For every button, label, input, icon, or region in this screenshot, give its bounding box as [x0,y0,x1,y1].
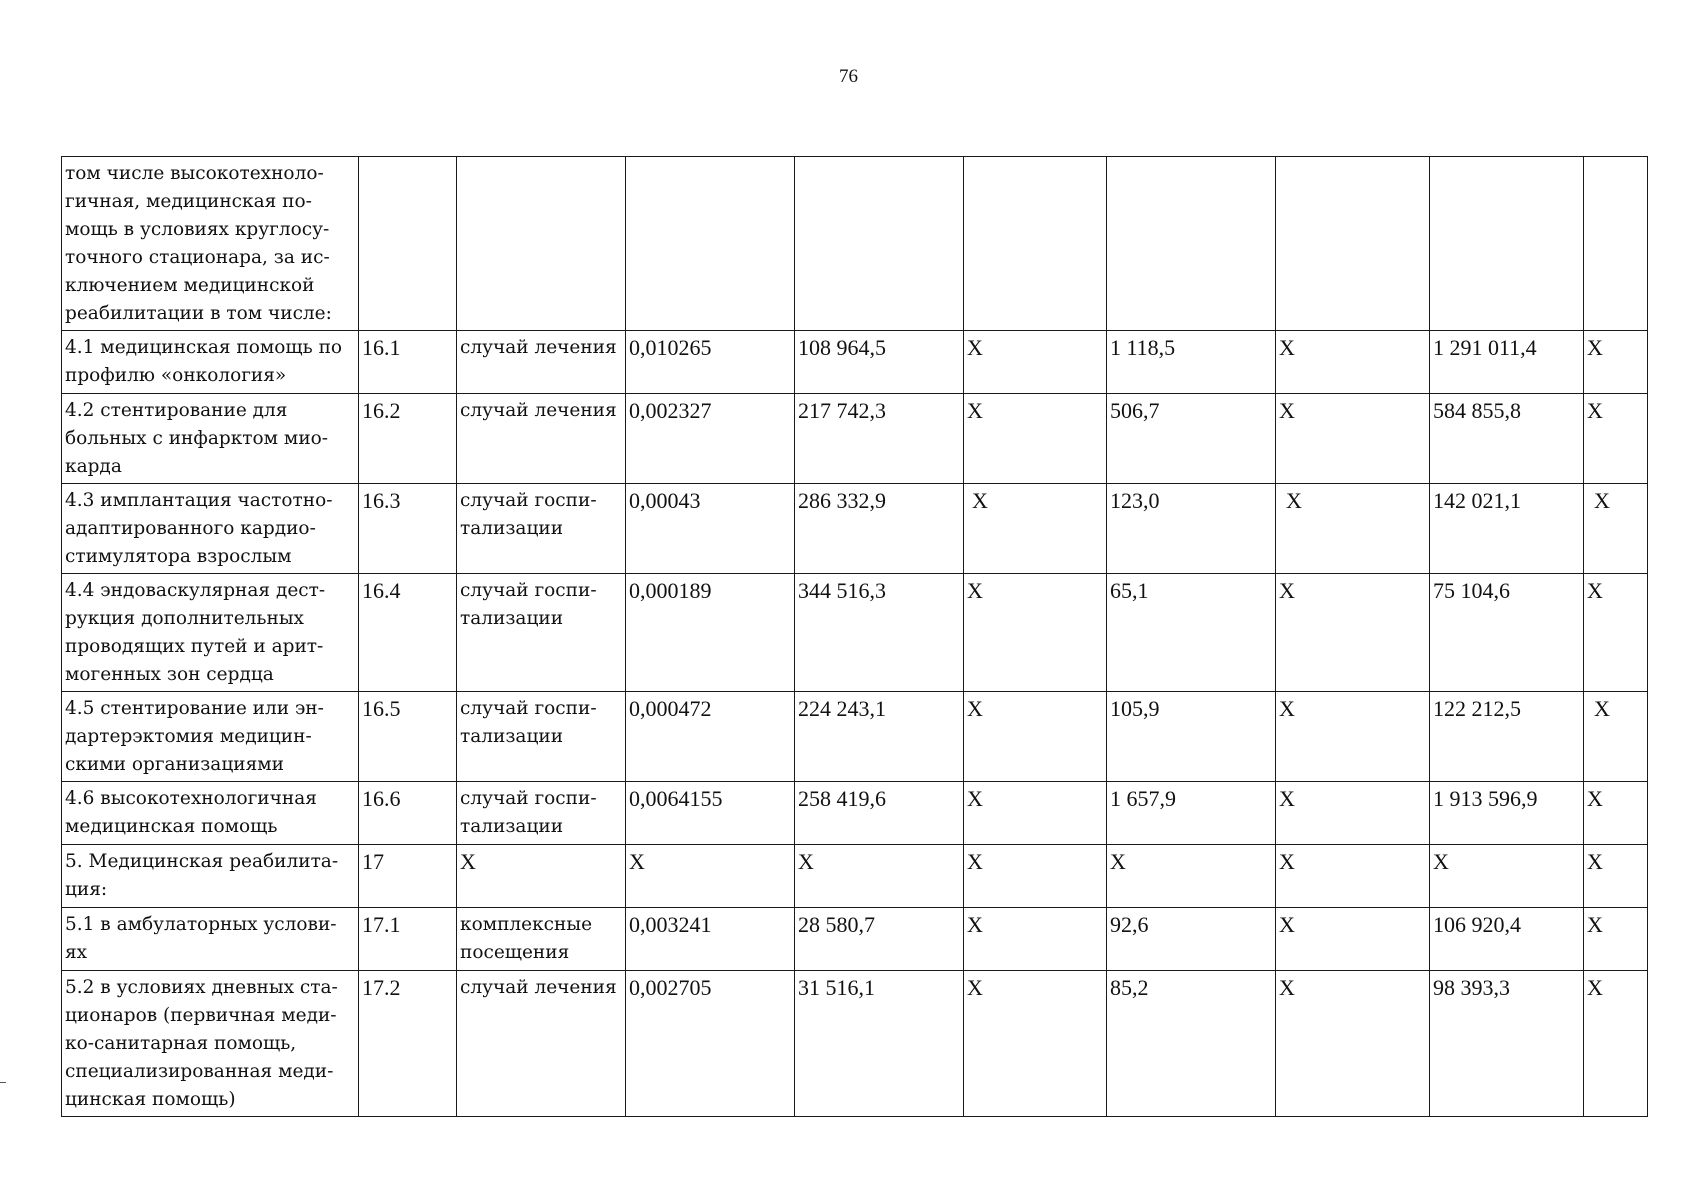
value-cell: X [1584,782,1648,845]
unit-cell: случай лечения [457,394,626,484]
row-code-cell: 16.4 [359,574,457,692]
row-code-cell: 17.1 [359,908,457,971]
value-cell: X [1276,574,1430,692]
value-cell: 506,7 [1107,394,1276,484]
cost-cell: 258 419,6 [795,782,964,845]
value-cell: X [1584,971,1648,1117]
row-code-cell: 16.5 [359,692,457,782]
table-row [62,484,1648,574]
row-name-cell: 4.5 стентирование или эн-дартерэктомия медицин-скими организациями [62,692,359,782]
unit-cell: случай госпи-тализации [457,692,626,782]
norm-cell: 0,003241 [626,908,795,971]
table-row [62,394,1648,484]
value-cell: 85,2 [1107,971,1276,1117]
row-name-cell: 4.1 медицинская помощь по профилю «онкология» [62,331,359,394]
value-cell [1584,157,1648,331]
unit-cell: случай госпи-тализации [457,782,626,845]
row-code-cell [359,157,457,331]
value-cell [1276,157,1430,331]
page-number: 76 [839,66,858,87]
row-code-cell: 17.2 [359,971,457,1117]
value-cell: X [1584,394,1648,484]
table-row [62,971,1648,1117]
value-cell: X [1276,782,1430,845]
value-cell: 106 920,4 [1430,908,1584,971]
value-cell: X [1584,692,1648,782]
value-cell: 1 118,5 [1107,331,1276,394]
value-cell: 142 021,1 [1430,484,1584,574]
norm-cell: X [626,845,795,908]
value-cell: X [1276,484,1430,574]
unit-cell: комплексные посещения [457,908,626,971]
row-name-cell: 5.2 в условиях дневных ста-ционаров (первичная меди-ко-санитарная помощь, специализированная меди-цинская помощь) [62,971,359,1117]
row-code-cell: 16.2 [359,394,457,484]
norm-cell [626,157,795,331]
value-cell: X [1584,484,1648,574]
norm-cell: 0,000472 [626,692,795,782]
value-cell: X [964,484,1107,574]
value-cell: 584 855,8 [1430,394,1584,484]
value-cell: X [1276,692,1430,782]
value-cell: X [1584,331,1648,394]
cost-cell [795,157,964,331]
cost-cell: 224 243,1 [795,692,964,782]
row-name-cell: 4.6 высокотехнологичная медицинская помощь [62,782,359,845]
row-name-cell: 4.2 стентирование для больных с инфарктом мио-карда [62,394,359,484]
value-cell: X [1430,845,1584,908]
value-cell: X [964,692,1107,782]
value-cell: X [964,331,1107,394]
norm-cell: 0,002327 [626,394,795,484]
norm-cell: 0,000189 [626,574,795,692]
value-cell: X [1107,845,1276,908]
row-code-cell: 16.3 [359,484,457,574]
unit-cell: X [457,845,626,908]
norm-cell: 0,00043 [626,484,795,574]
value-cell: X [964,908,1107,971]
value-cell: X [964,782,1107,845]
table-row [62,574,1648,692]
table-row [62,908,1648,971]
value-cell: 92,6 [1107,908,1276,971]
value-cell: 75 104,6 [1430,574,1584,692]
unit-cell: случай госпи-тализации [457,574,626,692]
value-cell: X [1276,971,1430,1117]
value-cell: 1 657,9 [1107,782,1276,845]
value-cell: X [1584,845,1648,908]
cost-cell: 108 964,5 [795,331,964,394]
norm-cell: 0,010265 [626,331,795,394]
value-cell: 122 212,5 [1430,692,1584,782]
table-row [62,157,1648,331]
value-cell [1430,157,1584,331]
value-cell: 105,9 [1107,692,1276,782]
unit-cell: случай лечения [457,971,626,1117]
row-name-cell: 4.3 имплантация частотно-адаптированного кардио-стимулятора взрослым [62,484,359,574]
table-row [62,692,1648,782]
cost-cell: 344 516,3 [795,574,964,692]
cost-cell: 286 332,9 [795,484,964,574]
row-code-cell: 16.6 [359,782,457,845]
unit-cell [457,157,626,331]
cost-cell: 31 516,1 [795,971,964,1117]
value-cell [964,157,1107,331]
value-cell: X [1584,908,1648,971]
value-cell: X [964,394,1107,484]
value-cell: X [1276,845,1430,908]
value-cell [1107,157,1276,331]
unit-cell: случай госпи-тализации [457,484,626,574]
unit-cell: случай лечения [457,331,626,394]
value-cell: 98 393,3 [1430,971,1584,1117]
table-row [62,331,1648,394]
value-cell: X [1276,394,1430,484]
row-code-cell: 16.1 [359,331,457,394]
table-row [62,782,1648,845]
norm-cell: 0,0064155 [626,782,795,845]
value-cell: X [964,971,1107,1117]
value-cell: 1 291 011,4 [1430,331,1584,394]
row-name-cell: 5. Медицинская реабилита-ция: [62,845,359,908]
value-cell: 1 913 596,9 [1430,782,1584,845]
row-name-cell: 5.1 в амбулаторных услови-ях [62,908,359,971]
value-cell: X [1584,574,1648,692]
value-cell: X [964,845,1107,908]
scan-mark [0,1082,6,1083]
norm-cell: 0,002705 [626,971,795,1117]
cost-cell: 28 580,7 [795,908,964,971]
value-cell: 123,0 [1107,484,1276,574]
cost-cell: 217 742,3 [795,394,964,484]
row-name-cell: том числе высокотехноло-гичная, медицинская по-мощь в условиях круглосу-точного стационара, за ис-ключением медицинской реабилитации в том числе: [62,157,359,331]
financing-norms-table [61,156,1648,1117]
value-cell: X [1276,331,1430,394]
row-name-cell: 4.4 эндоваскулярная дест-рукция дополнительных проводящих путей и арит-могенных зон сердца [62,574,359,692]
cost-cell: X [795,845,964,908]
value-cell: 65,1 [1107,574,1276,692]
row-code-cell: 17 [359,845,457,908]
value-cell: X [1276,908,1430,971]
table-row [62,845,1648,908]
value-cell: X [964,574,1107,692]
